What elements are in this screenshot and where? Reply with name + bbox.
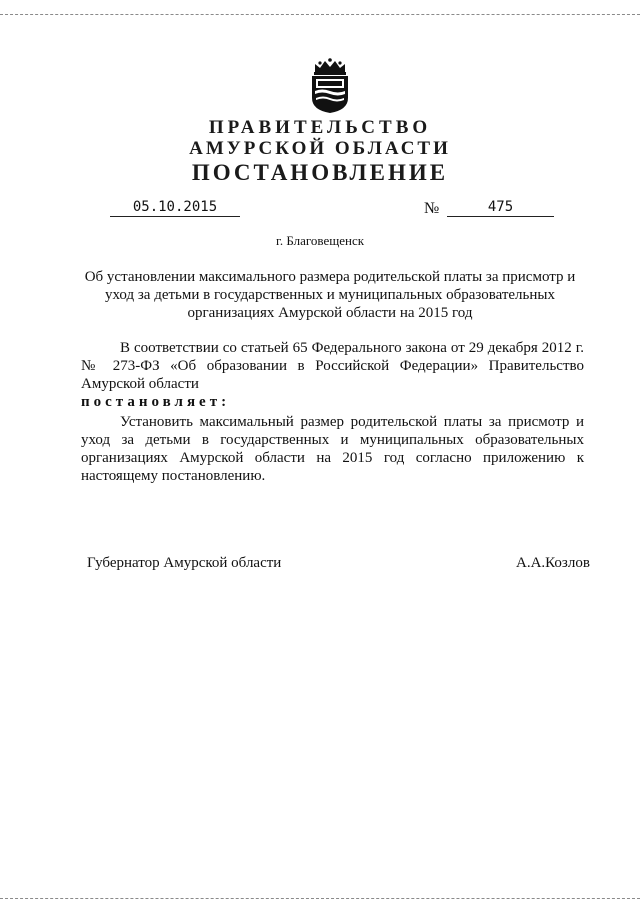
document-date: 05.10.2015 (110, 199, 240, 217)
basis-paragraph: В соответствии со статьей 65 Федерального закона от 29 декабря 2012 г. № 273-ФЗ «Об образовании в Российской Федерации» Правительство Амурской области (81, 340, 584, 392)
scan-edge-top (0, 14, 640, 15)
signatory-name: А.А.Козлов (516, 555, 590, 571)
document-subject: Об установлении максимального размера родительской платы за присмотр и уход за детьми в государственных и муниципальных образовательных организациях Амурской области на 2015 год (84, 269, 576, 321)
organization-line-2: АМУРСКОЙ ОБЛАСТИ (189, 138, 451, 159)
number-sign: № (424, 200, 440, 217)
resolves-word: постановляет: (81, 394, 231, 410)
city-name: г. Благовещенск (275, 233, 365, 248)
signatory-title: Губернатор Амурской области (87, 555, 282, 571)
amur-region-coat-of-arms-icon (307, 58, 353, 114)
document-type: ПОСТАНОВЛЕНИЕ (191, 160, 449, 185)
decision-paragraph: Установить максимальный размер родительской платы за присмотр и уход за детьми в государственных и муниципальных образовательных организациях Амурской области на 2015 год согласно приложению к настоящему постановлению. (81, 414, 584, 484)
organization-line-1: ПРАВИТЕЛЬСТВО (208, 117, 432, 138)
scan-edge-bottom (0, 898, 640, 899)
document-number: 475 (447, 199, 554, 217)
